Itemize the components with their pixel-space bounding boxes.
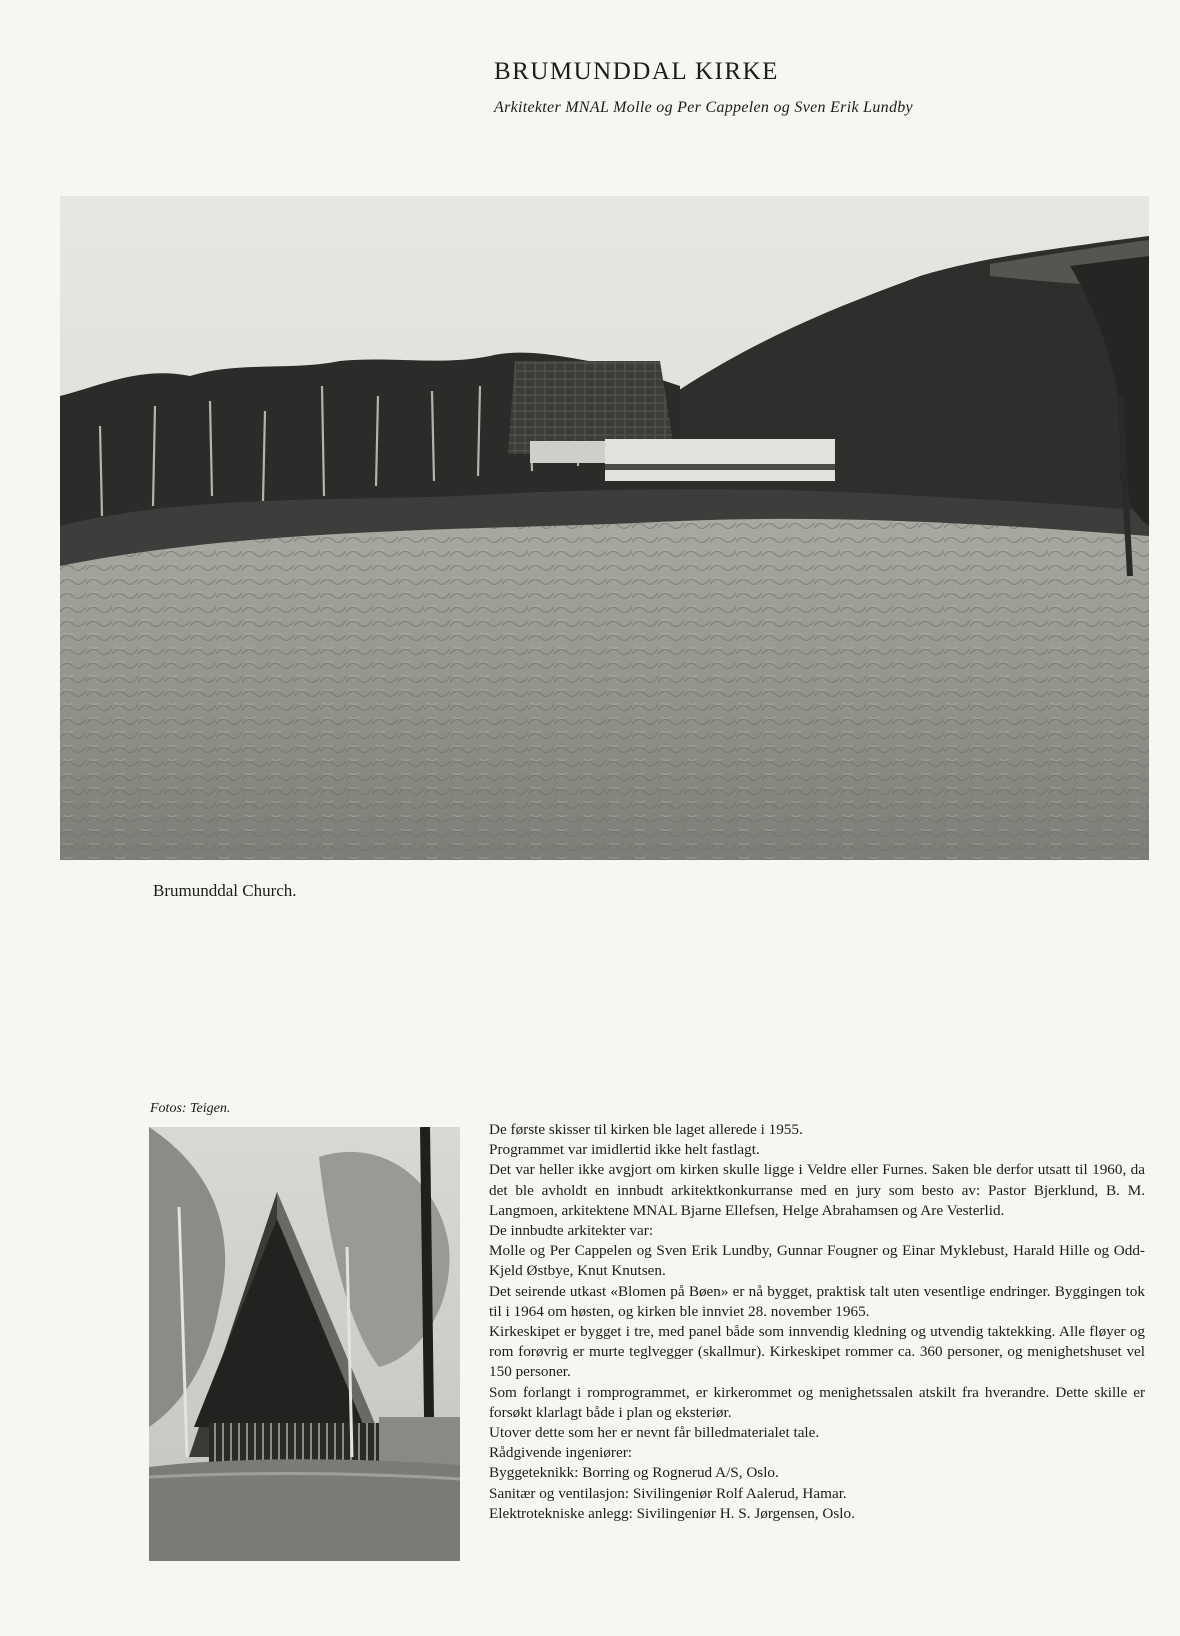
- paragraph: Rådgivende ingeniører:: [489, 1444, 632, 1462]
- paragraph: Det seirende utkast «Blomen på Bøen» er nå bygget, praktisk talt uten vesentlige endringer. Byggingen tok til i 1964 om høsten, og kirken ble innviet 28. november 1965.: [489, 1282, 1145, 1320]
- paragraph: Sanitær og ventilasjon: Sivilingeniør Rolf Aalerud, Hamar.: [489, 1484, 847, 1502]
- paragraph: Byggeteknikk: Borring og Rognerud A/S, Oslo.: [489, 1464, 779, 1482]
- photo-credit: Fotos: Teigen.: [150, 1101, 231, 1116]
- paragraph: De første skisser til kirken ble laget allerede i 1955.: [489, 1121, 803, 1138]
- paragraph: De innbudte arkitekter var:: [489, 1222, 654, 1240]
- church-landscape-photo: [60, 196, 1149, 860]
- paragraph: Kirkeskipet er bygget i tre, med panel både som innvendig kledning og utvendig taktekking. Alle fløyer og rom forøvrig er murte teglvegger (skallmur). Kirkeskipet rommer ca. 360 personer, og menighetshuset vel 150 personer.: [489, 1323, 1145, 1381]
- paragraph: Programmet var imidlertid ikke helt fastlagt.: [489, 1141, 760, 1159]
- church-facade-photo: [149, 1127, 460, 1561]
- paragraph: Utover dette som her er nevnt får billedmaterialet tale.: [489, 1424, 820, 1442]
- paragraph: Som forlangt i romprogrammet, er kirkerommet og menighetssalen atskilt fra hverandre. Dette skille er forsøkt klarlagt både i plan og eksteriør.: [489, 1383, 1145, 1421]
- page-title: BRUMUNDDAL KIRKE: [494, 58, 779, 85]
- article-body: [489, 1120, 1145, 1524]
- architects-subtitle: Arkitekter MNAL Molle og Per Cappelen og Sven Erik Lundby: [494, 99, 913, 116]
- paragraph: Molle og Per Cappelen og Sven Erik Lundby, Gunnar Fougner og Einar Myklebust, Harald Hille og Odd-Kjeld Østbye, Knut Knutsen.: [489, 1242, 1145, 1280]
- main-photo-caption: Brumunddal Church.: [153, 881, 297, 900]
- paragraph: Det var heller ikke avgjort om kirken skulle ligge i Veldre eller Furnes. Saken ble derfor utsatt til 1960, da det ble avholdt en innbudt arkitektkonkurranse med en jury som besto av: Pastor Bjerklund, B. M. Langmoen, arkitektene MNAL Bjarne Ellefsen, Helge Abrahamsen og Are Vesterlid.: [489, 1161, 1145, 1219]
- paragraph: Elektrotekniske anlegg: Sivilingeniør H. S. Jørgensen, Oslo.: [489, 1504, 855, 1522]
